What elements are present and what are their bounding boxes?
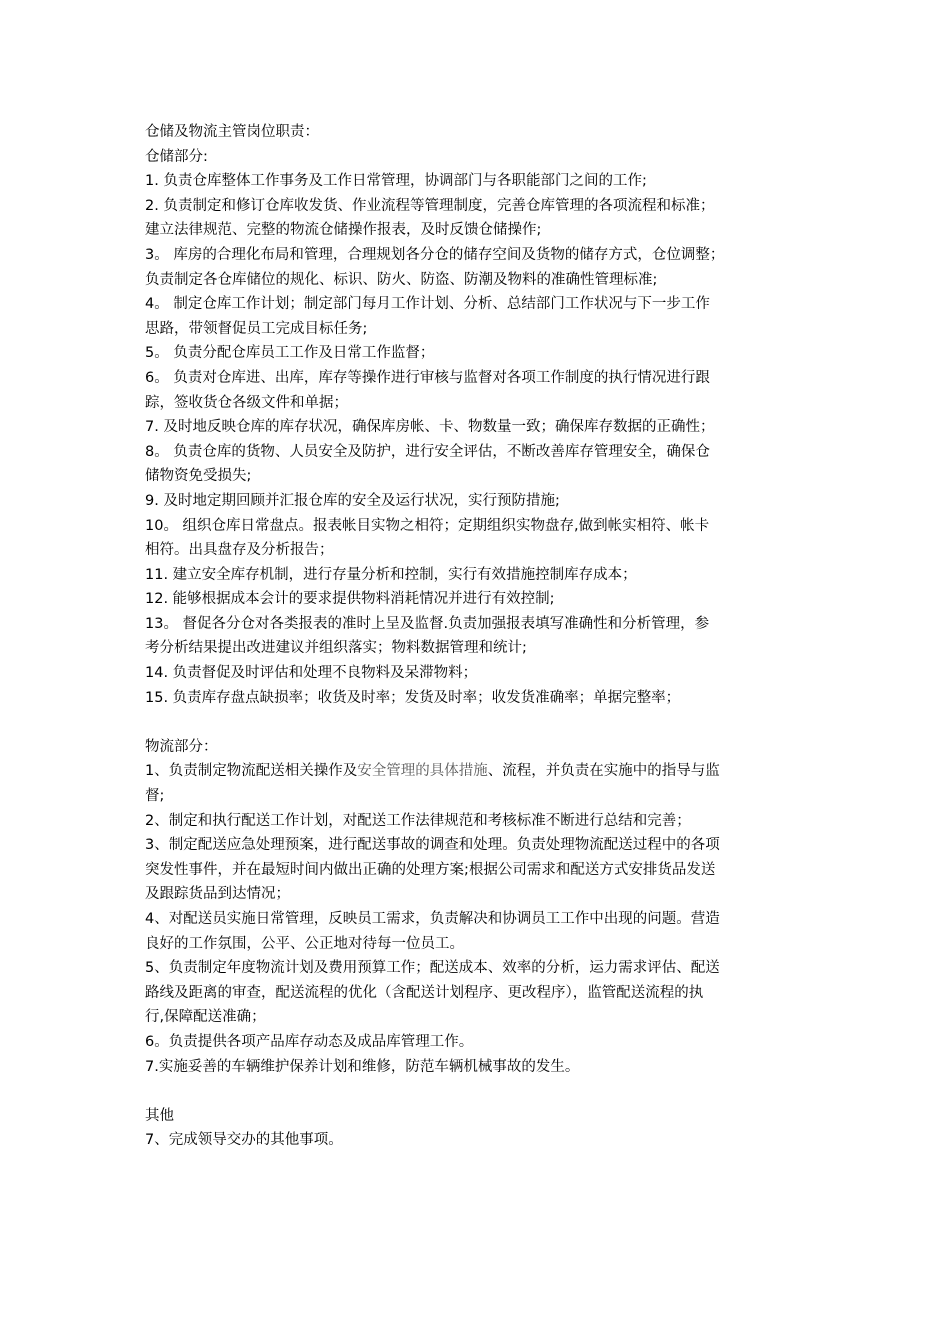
warehouse-line: 1. 负责仓库整体工作事务及工作日常管理，协调部门与各职能部门之间的工作; (145, 173, 647, 190)
warehouse-line: 12. 能够根据成本会计的要求提供物料消耗情况并进行有效控制; (145, 591, 555, 608)
logistics-line: 3、制定配送应急处理预案，进行配送事故的调查和处理。负责处理物流配送过程中的各项 (145, 837, 720, 854)
logistics-line-1 (145, 759, 815, 784)
warehouse-line: 建立法律规范、完整的物流仓储操作报表，及时反馈仓储操作; (145, 222, 542, 239)
warehouse-line: 10。 组织仓库日常盘点。报表帐目实物之相符；定期组织实物盘存,做到帐实相符、帐卡 (145, 517, 710, 534)
warehouse-line: 思路，带领督促员工完成目标任务; (145, 320, 368, 337)
warehouse-line: 7. 及时地反映仓库的库存状况，确保库房帐、卡、物数量一致；确保库存数据的正确性； (145, 419, 715, 436)
document-page (145, 120, 815, 1153)
logistics-section (145, 735, 815, 1079)
warehouse-line: 相符。出具盘存及分析报告； (145, 542, 334, 559)
warehouse-line: 15. 负责库存盘点缺损率；收货及时率；发货及时率；收发货准确率；单据完整率； (145, 689, 681, 706)
logistics-heading: 物流部分： (145, 738, 218, 755)
logistics-line: 路线及距离的审查，配送流程的优化（含配送计划程序、更改程序），监管配送流程的执 (145, 984, 704, 1001)
logistics-line-1-post: 、流程，并负责在实施中的指导与监 (487, 763, 720, 780)
warehouse-line: 13。 督促各分仓对各类报表的准时上呈及监督.负责加强报表填写准确性和分析管理，参 (145, 615, 710, 632)
warehouse-line: 5。 负责分配仓库员工工作及日常工作监督； (145, 345, 435, 362)
warehouse-line: 14. 负责督促及时评估和处理不良物料及呆滞物料； (145, 665, 478, 682)
logistics-line: 5、负责制定年度物流计划及费用预算工作；配送成本、效率的分析，运力需求评估、配送 (145, 960, 720, 977)
logistics-line: 突发性事件，并在最短时间内做出正确的处理方案;根据公司需求和配送方式安排货品发送 (145, 861, 716, 878)
document-title: 仓储及物流主管岗位职责： (145, 124, 319, 140)
other-heading: 其他 (145, 1107, 174, 1124)
safety-measures-phrase: 安全管理的具体措施 (357, 763, 488, 780)
logistics-line: 及跟踪货品到达情况； (145, 886, 290, 903)
logistics-line-1-pre: 1、负责制定物流配送相关操作及 (145, 763, 358, 780)
logistics-line: 行,保障配送准确； (145, 1009, 266, 1026)
warehouse-section (145, 145, 815, 711)
warehouse-line: 3。 库房的合理化布局和管理，合理规划各分仓的储存空间及货物的储存方式，仓位调整； (145, 246, 725, 263)
warehouse-line: 8。 负责仓库的货物、人员安全及防护，进行安全评估，不断改善库存管理安全，确保仓 (145, 443, 710, 460)
logistics-line: 7.实施妥善的车辆维护保养计划和维修，防范车辆机械事故的发生。 (145, 1058, 580, 1075)
other-line: 7、完成领导交办的其他事项。 (145, 1132, 343, 1149)
warehouse-heading: 仓储部分: (145, 148, 208, 165)
warehouse-line: 4。 制定仓库工作计划；制定部门每月工作计划、分析、总结部门工作状况与下一步工作 (145, 296, 710, 313)
logistics-line: 4、对配送员实施日常管理，反映员工需求，负责解决和协调员工工作中出现的问题。营造 (145, 911, 720, 927)
warehouse-line: 负责制定各仓库储位的规化、标识、防火、防盗、防潮及物料的准确性管理标准; (145, 271, 658, 288)
warehouse-line: 考分析结果提出改进建议并组织落实；物料数据管理和统计; (145, 640, 527, 657)
other-section (145, 1104, 815, 1153)
logistics-line: 6。负责提供各项产品库存动态及成品库管理工作。 (145, 1033, 474, 1050)
section-spacer (145, 710, 815, 735)
warehouse-line: 储物资免受损失; (145, 468, 252, 485)
warehouse-line: 9. 及时地定期回顾并汇报仓库的安全及运行状况，实行预防措施; (145, 492, 560, 509)
warehouse-line: 踪，签收货仓各级文件和单据； (145, 394, 348, 411)
warehouse-line: 6。 负责对仓库进、出库，库存等操作进行审核与监督对各项工作制度的执行情况进行跟 (145, 369, 710, 386)
section-spacer (145, 1079, 815, 1104)
logistics-line: 良好的工作氛围，公平、公正地对待每一位员工。 (145, 935, 464, 952)
logistics-line: 2、制定和执行配送工作计划，对配送工作法律规范和考核标准不断进行总结和完善； (145, 812, 691, 829)
warehouse-line: 11. 建立安全库存机制，进行存量分析和控制，实行有效措施控制库存成本； (145, 566, 637, 583)
warehouse-line: 2. 负责制定和修订仓库收发货、作业流程等管理制度，完善仓库管理的各项流程和标准； (145, 197, 715, 214)
logistics-line: 督; (145, 788, 165, 805)
